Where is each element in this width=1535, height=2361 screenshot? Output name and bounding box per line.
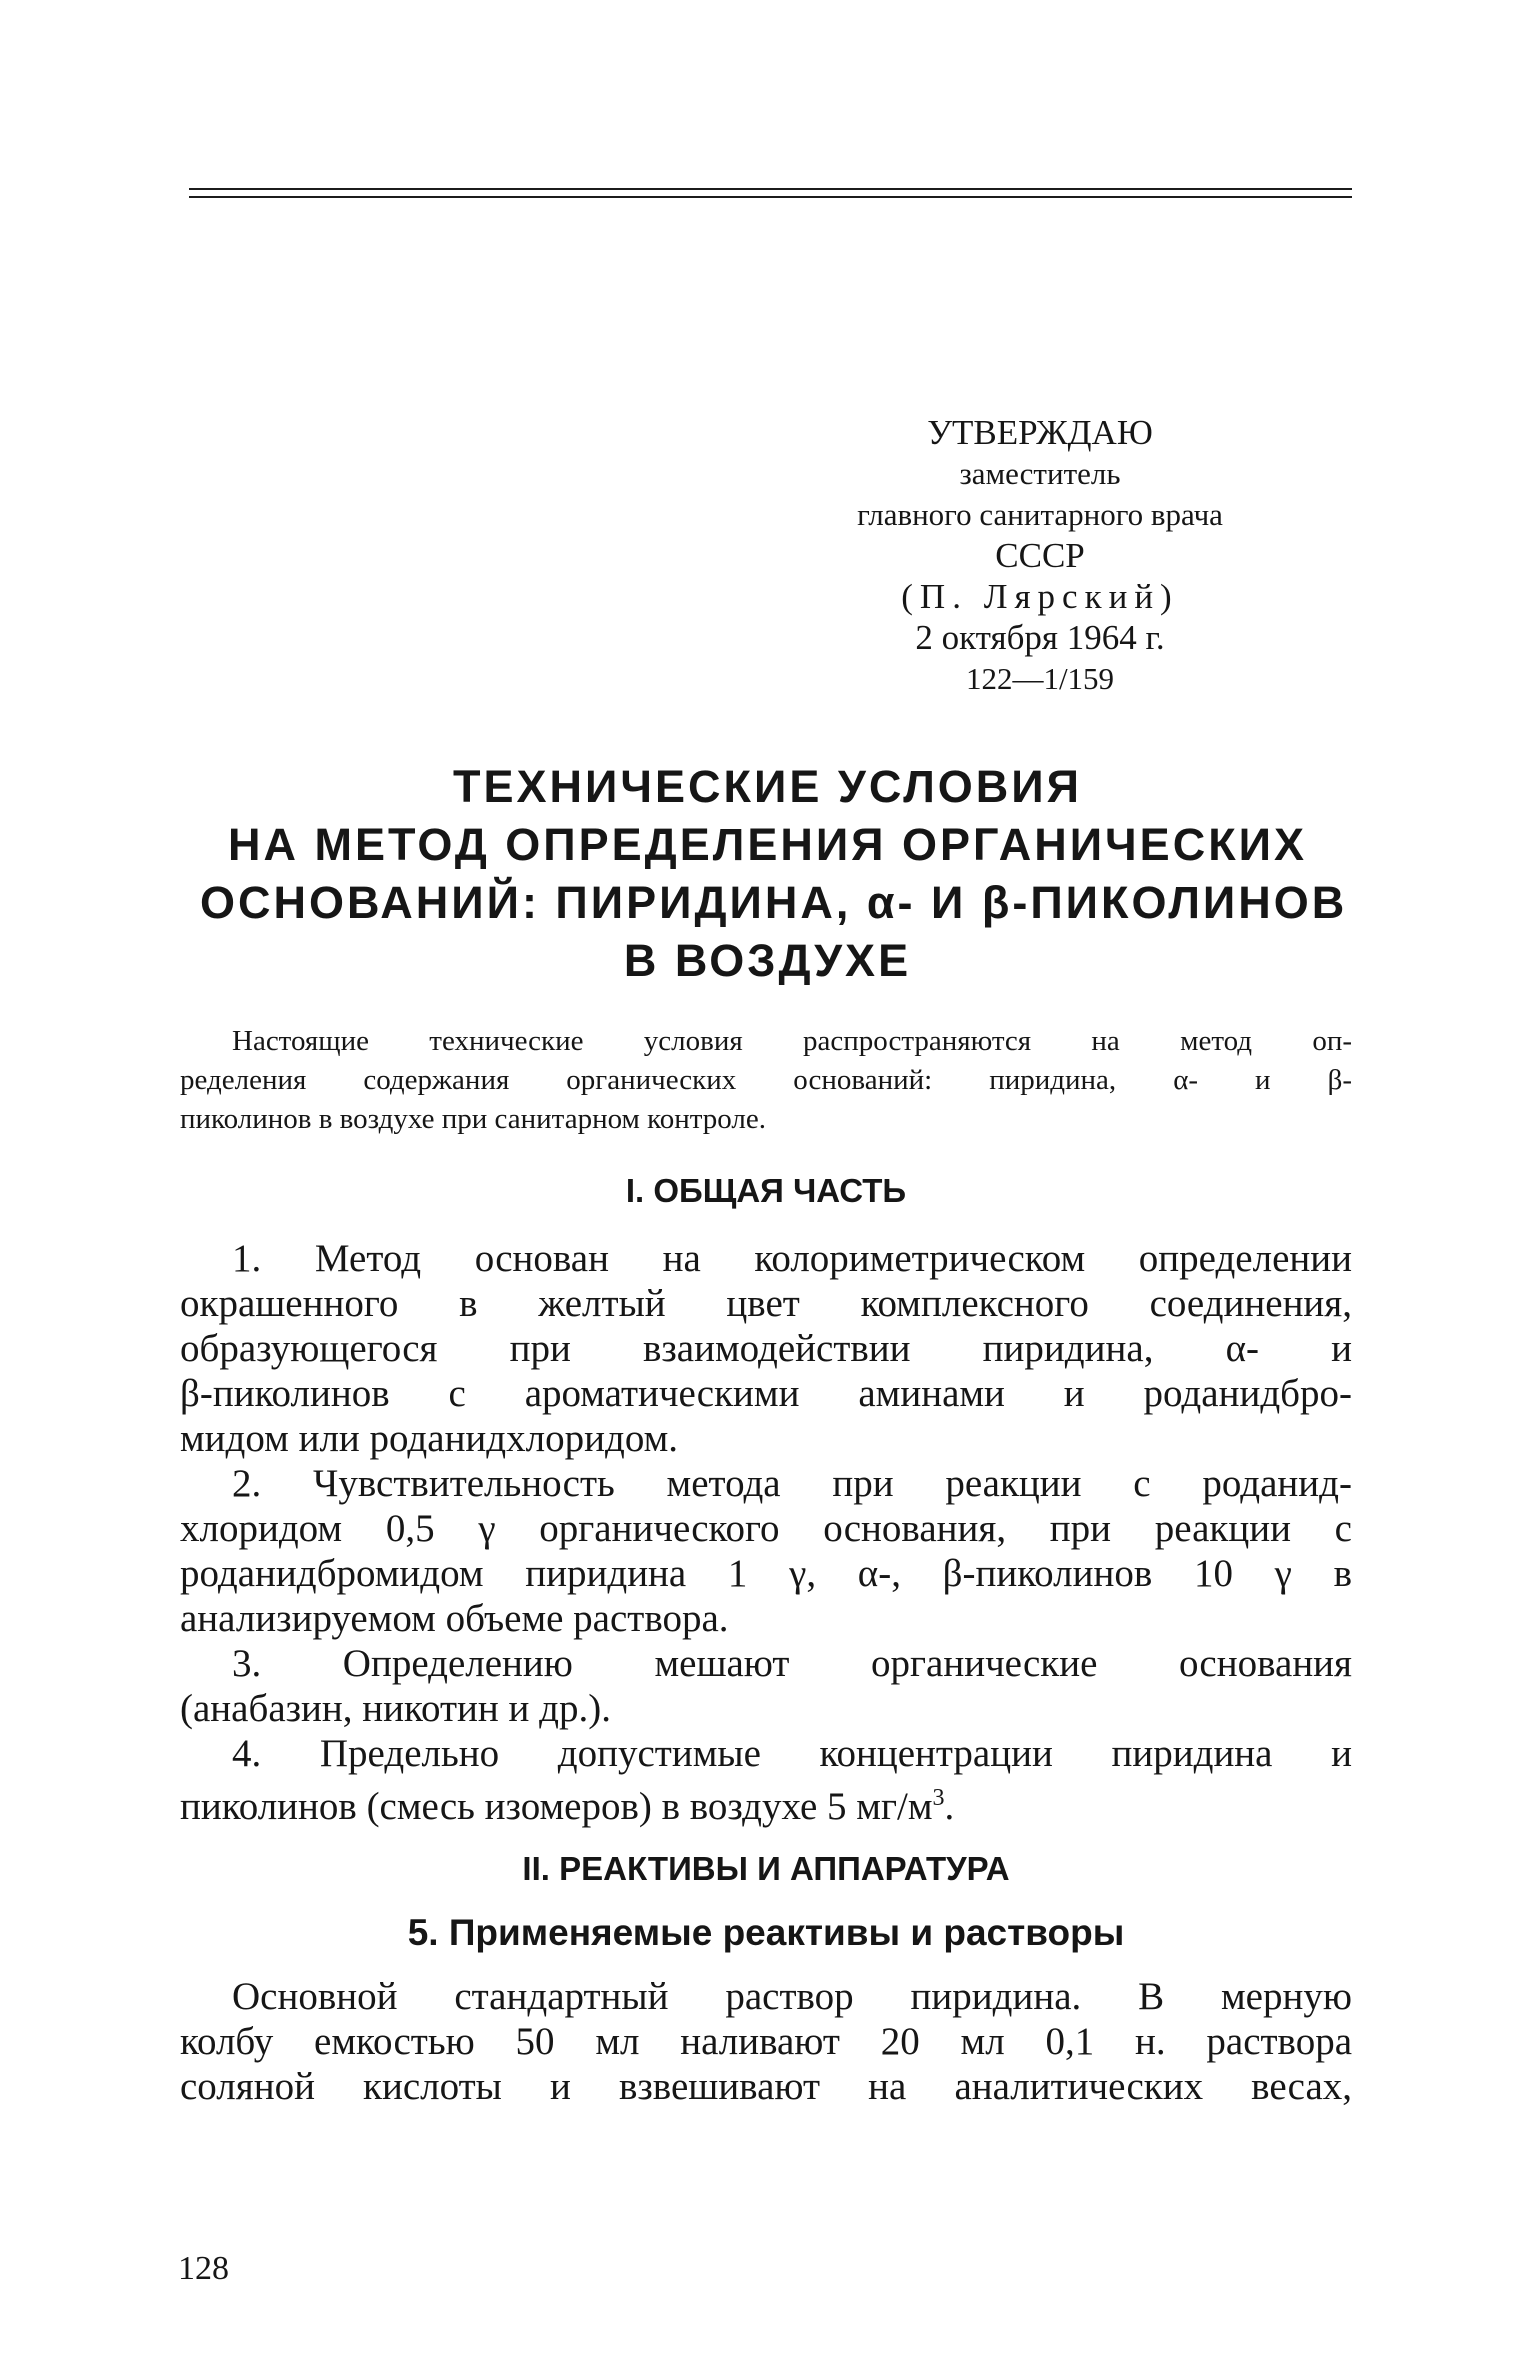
p1-line-4: β-пиколинов с ароматическими аминами и роданидбро- <box>180 1372 1352 1415</box>
p4-line-2 <box>180 1776 1352 1829</box>
p1-line-1: 1. Метод основан на колориметрическом определении <box>232 1237 1352 1280</box>
title-line-3: ОСНОВАНИЙ: ПИРИДИНА, α- И β-ПИКОЛИНОВ <box>200 877 1348 928</box>
intro-line-3: пиколинов в воздухе при санитарном контроле. <box>180 1103 767 1135</box>
approval-date: 2 октября 1964 г. <box>915 618 1165 657</box>
p3-line-2: (анабазин, никотин и др.). <box>180 1687 611 1730</box>
section-2-body <box>180 1974 1352 2109</box>
approval-signatory: (П. Лярский) <box>901 577 1179 616</box>
intro-line-2: ределения содержания органических оснований: пиридина, α- и β- <box>180 1064 1352 1096</box>
section-2-heading: II. РЕАКТИВЫ И АППАРАТУРА <box>522 1850 1010 1887</box>
title-line-4: В ВОЗДУХЕ <box>623 935 912 986</box>
p2-line-2: хлоридом 0,5 γ органического основания, при реакции с <box>180 1507 1352 1550</box>
approval-block <box>780 412 1300 699</box>
approval-role-line1: заместитель <box>959 456 1121 491</box>
approval-heading: УТВЕРЖДАЮ <box>927 413 1153 452</box>
section-1-heading: I. ОБЩАЯ ЧАСТЬ <box>625 1172 907 1209</box>
p2-line-3: роданидбромидом пиридина 1 γ, α-, β-пиколинов 10 γ в <box>180 1552 1352 1595</box>
p1-line-3: образующегося при взаимодействии пиридина, α- и <box>180 1327 1352 1370</box>
page-number: 128 <box>178 2250 229 2287</box>
p2-line-4: анализируемом объеме раствора. <box>180 1597 729 1640</box>
intro-paragraph <box>180 1022 1352 1139</box>
p1-line-5: мидом или роданидхлоридом. <box>180 1417 679 1460</box>
p4-line-2-end: . <box>944 1785 955 1828</box>
s2-line-3: соляной кислоты и взвешивают на аналитических весах, <box>180 2065 1352 2108</box>
approval-country: СССР <box>995 536 1085 575</box>
top-rule-1 <box>189 188 1352 190</box>
p2-line-1: 2. Чувствительность метода при реакции с роданид- <box>232 1462 1352 1505</box>
approval-number: 122—1/159 <box>965 661 1115 696</box>
title-line-1: ТЕХНИЧЕСКИЕ УСЛОВИЯ <box>453 761 1082 812</box>
p1-line-2: окрашенного в желтый цвет комплексного соединения, <box>180 1282 1352 1325</box>
title-line-2: НА МЕТОД ОПРЕДЕЛЕНИЯ ОРГАНИЧЕСКИХ <box>227 819 1308 870</box>
s2-line-1: Основной стандартный раствор пиридина. В мерную <box>232 1975 1352 2018</box>
s2-line-2: колбу емкостью 50 мл наливают 20 мл 0,1 н. раствора <box>180 2020 1352 2063</box>
intro-line-1: Настоящие технические условия распространяются на метод оп- <box>232 1025 1352 1057</box>
p4-line-1: 4. Предельно допустимые концентрации пиридина и <box>232 1732 1352 1775</box>
top-rule-2 <box>189 196 1352 198</box>
p4-superscript: 3 <box>932 1785 945 1811</box>
section-1-body <box>180 1236 1352 1829</box>
p3-line-1: 3. Определению мешают органические основания <box>232 1642 1352 1685</box>
section-2-subheading: 5. Применяемые реактивы и растворы <box>407 1912 1125 1953</box>
p4-line-2-text: пиколинов (смесь изомеров) в воздухе 5 мг/м <box>180 1785 933 1828</box>
document-title <box>200 758 1348 990</box>
approval-role-line2: главного санитарного врача <box>857 497 1223 532</box>
